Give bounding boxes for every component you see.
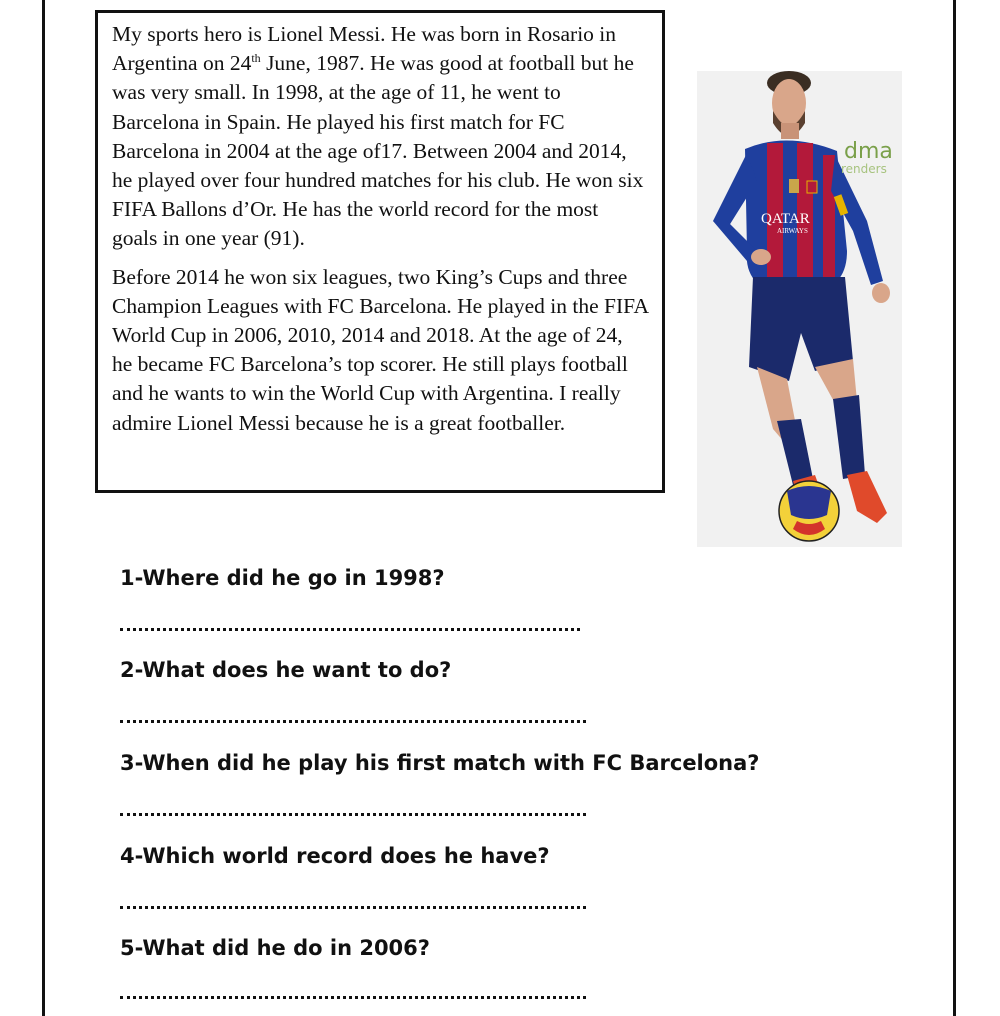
question-1: 1-Where did he go in 1998?	[120, 566, 445, 590]
watermark-logo: dma	[844, 139, 893, 164]
jersey-sponsor-subtext: AIRWAYS	[777, 227, 808, 235]
answer-line-2[interactable]	[120, 720, 586, 723]
jersey-sponsor-text: QATAR	[761, 211, 810, 227]
reading-passage-box	[95, 10, 665, 493]
answer-line-1[interactable]	[120, 628, 580, 631]
reading-paragraph-2: Before 2014 he won six leagues, two King’s Cups and three Champion Leagues with FC Barcelona. He played in the FIFA World Cup in 2006, 2010, 2014 and 2018. At the age of 24, he became FC Barcelona’s top scorer. He still plays football and he wants to win the World Cup with Argentina. I really admire Lionel Messi because he is a great footballer.	[112, 264, 648, 435]
reading-paragraph-1: My sports hero is Lionel Messi. He was born in Rosario in Argentina on 24th June, 1987. He was good at football but he was very small. In 1998, at the age of 11, he went to Barcelona in Spain. He played his first match for FC Barcelona in 2004 at the age of17. Between 2004 and 2014, he played over four hundred matches for his club. He won six FIFA Ballons d’Or. He has the world record for the most goals in one year (91).	[112, 22, 644, 251]
question-5: 5-What did he do in 2006?	[120, 936, 430, 960]
question-2: 2-What does he want to do?	[120, 658, 452, 682]
answer-line-4[interactable]	[120, 906, 586, 909]
question-4: 4-Which world record does he have?	[120, 844, 550, 868]
answer-line-5[interactable]	[120, 996, 586, 999]
answer-line-3[interactable]	[120, 813, 586, 816]
question-3: 3-When did he play his first match with FC Barcelona?	[120, 751, 760, 775]
watermark-logo-sub: renders	[841, 162, 887, 176]
